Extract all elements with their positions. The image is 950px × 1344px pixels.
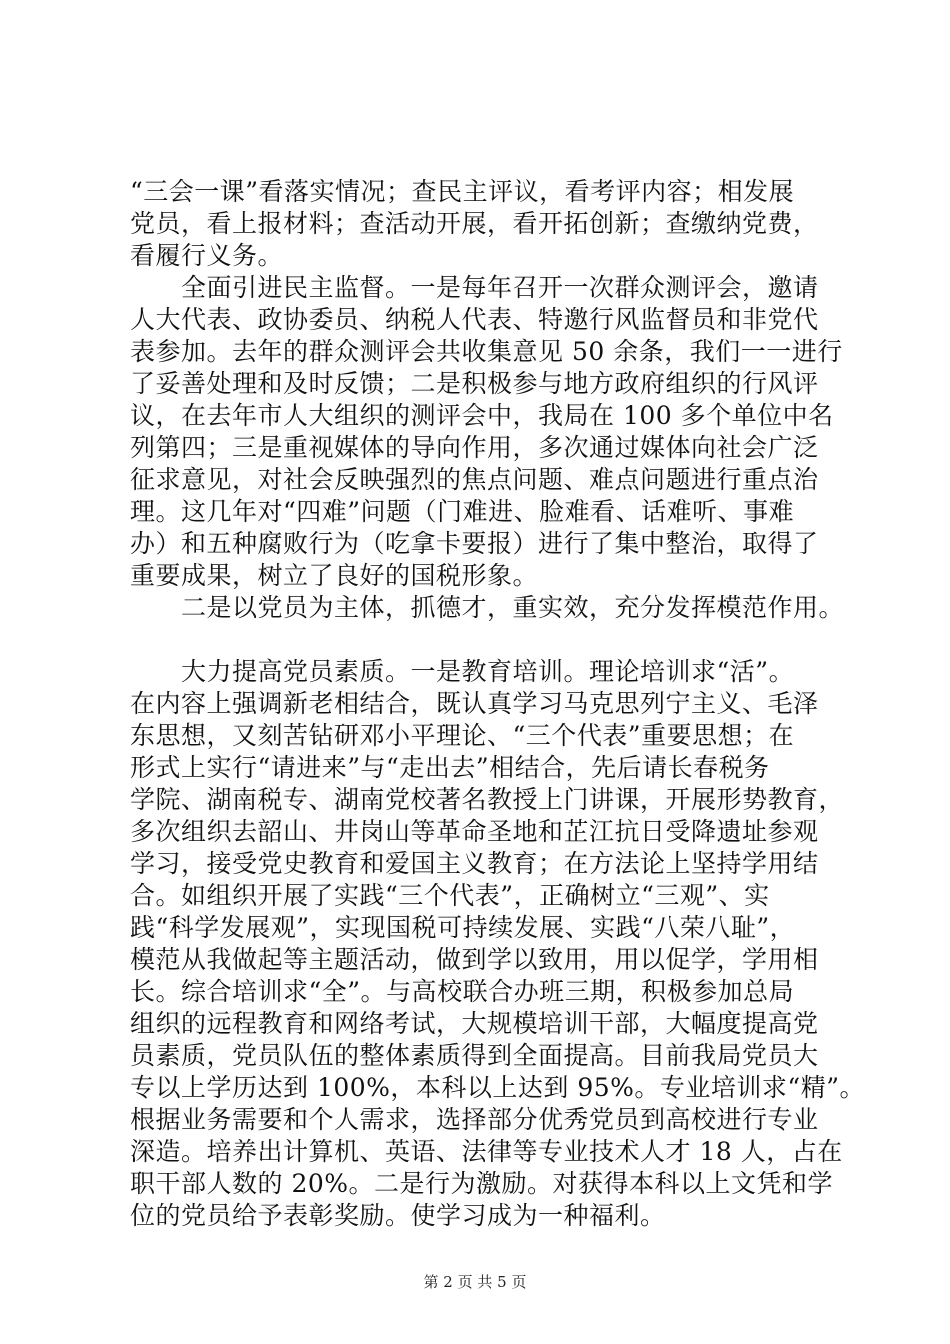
text-line: 全面引进民主监督。一是每年召开一次群众测评会，邀请 xyxy=(130,273,819,302)
text-line: 征求意见，对社会反映强烈的焦点问题、难点问题进行重点治 xyxy=(130,465,819,494)
text-line: 重要成果，树立了良好的国税形象。 xyxy=(130,561,539,590)
text-line: 位的党员给予表彰奖励。使学习成为一种福利。 xyxy=(130,1201,666,1230)
text-line: 了妥善处理和及时反馈；二是积极参与地方政府组织的行风评 xyxy=(130,369,819,398)
text-line: 办）和五种腐败行为（吃拿卡要报）进行了集中整治，取得了 xyxy=(130,529,819,558)
text-line: 合。如组织开展了实践“三个代表”，正确树立“三观”、实 xyxy=(130,881,770,910)
text-line: 多次组织去韶山、井岗山等革命圣地和芷江抗日受降遗址参观 xyxy=(130,817,819,846)
text-line: 职干部人数的 20%。二是行为激励。对获得本科以上文凭和学 xyxy=(130,1169,834,1198)
text-line: 长。综合培训求“全”。与高校联合办班三期，积极参加总局 xyxy=(130,977,795,1006)
text-line: 组织的远程教育和网络考试，大规模培训干部，大幅度提高党 xyxy=(130,1009,819,1038)
text-line: 根据业务需要和个人需求，选择部分优秀党员到高校进行专业 xyxy=(130,1105,819,1134)
text-line: 表参加。去年的群众测评会共收集意见 50 余条，我们一一进行 xyxy=(130,337,843,366)
text-line: “三会一课”看落实情况；查民主评议，看考评内容；相发展 xyxy=(130,177,795,206)
text-line: 专以上学历达到 100%，本科以上达到 95%。专业培训求“精”。 xyxy=(130,1073,865,1102)
text-line: 列第四；三是重视媒体的导向作用，多次通过媒体向社会广泛 xyxy=(130,433,819,462)
text-line: 深造。培养出计算机、英语、法律等专业技术人才 18 人，占在 xyxy=(130,1137,843,1166)
text-line: 模范从我做起等主题活动，做到学以致用，用以促学，学用相 xyxy=(130,945,819,974)
section-heading: 二是以党员为主体，抓德才，重实效，充分发挥模范作用。 xyxy=(130,593,845,622)
page-number-footer: 第 2 页 共 5 页 xyxy=(423,1273,527,1291)
text-line: 人大代表、政协委员、纳税人代表、特邀行风监督员和非党代 xyxy=(130,305,819,334)
text-line: 理。这几年对“四难”问题（门难进、脸难看、话难听、事难 xyxy=(130,497,795,526)
text-line: 看履行义务。 xyxy=(130,241,284,270)
text-line: 践“科学发展观”，实现国税可持续发展、实践“八荣八耻”， xyxy=(130,913,796,942)
text-line: 学习，接受党史教育和爱国主义教育；在方法论上坚持学用结 xyxy=(130,849,819,878)
text-line: 大力提高党员素质。一是教育培训。理论培训求“活”。 xyxy=(130,657,795,686)
text-line: 学院、湖南税专、湖南党校著名教授上门讲课，开展形势教育， xyxy=(130,785,845,814)
text-line: 党员，看上报材料；查活动开展，看开拓创新；查缴纳党费， xyxy=(130,209,819,238)
text-line: 议，在去年市人大组织的测评会中，我局在 100 多个单位中名 xyxy=(130,401,834,430)
text-line: 员素质，党员队伍的整体素质得到全面提高。目前我局党员大 xyxy=(130,1041,819,1070)
text-line: 东思想，又刻苦钻研邓小平理论、“三个代表”重要思想；在 xyxy=(130,721,795,750)
text-line: 形式上实行“请进来”与“走出去”相结合，先后请长春税务 xyxy=(130,753,770,782)
text-line: 在内容上强调新老相结合，既认真学习马克思列宁主义、毛泽 xyxy=(130,689,819,718)
